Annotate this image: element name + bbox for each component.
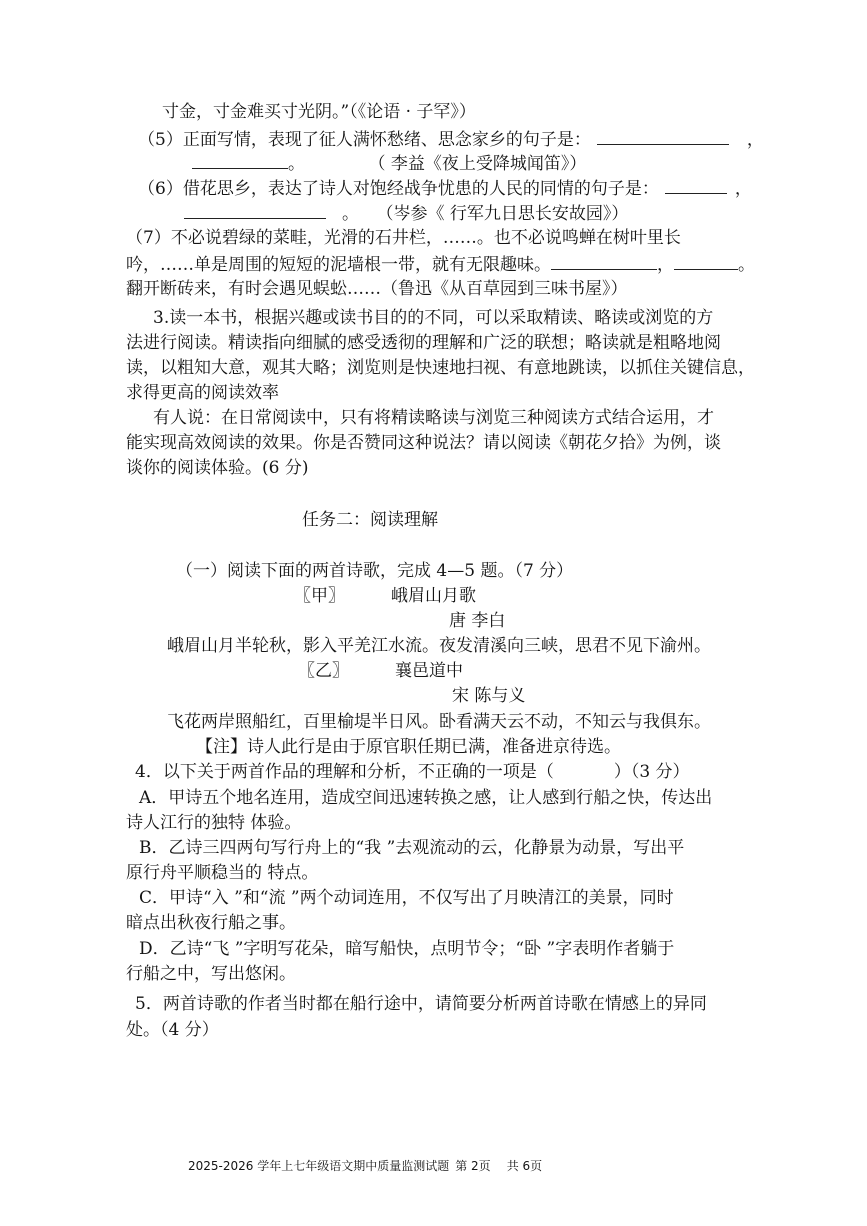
option-b-cont: 原行舟平顺稳当的 特点。 — [126, 863, 319, 883]
poem-text: 峨眉山月半轮秋，影入平羌江水流。夜发清溪向三峡，思君不见下渝州。 — [167, 636, 711, 656]
poem-1-heading — [294, 584, 476, 608]
section-heading: 任务二：阅读理解 — [302, 510, 438, 530]
option-d: D．乙诗“飞 ”字明写花朵，暗写船快，点明节令；“卧 ”字表明作者躺于 — [139, 939, 675, 959]
question-5-stem: 5．两首诗歌的作者当时都在船行途中，请简要分析两首诗歌在情感上的异同 — [135, 994, 707, 1014]
question-5-line-2 — [192, 151, 586, 176]
page-total: 共 6页 — [506, 1159, 543, 1173]
answer-blank[interactable] — [184, 201, 326, 219]
question-3-line: 法进行阅读。精读指向细腻的感受透彻的理解和广泛的联想；略读就是粗略地阅 — [126, 333, 721, 353]
poem-tag: 〖甲〗 — [294, 586, 345, 606]
answer-blank[interactable] — [192, 151, 288, 169]
answer-blank[interactable] — [674, 252, 738, 270]
question-7-text: 吟，……单是周围的短短的泥墙根一带，就有无限趣味。 — [126, 255, 551, 275]
poem-note: 【注】诗人此行是由于原官职任期已满，准备进京待选。 — [196, 737, 621, 757]
question-3-line: 有人说：在日常阅读中，只有将精读略读与浏览三种阅读方式结合运用，才 — [153, 408, 714, 428]
reading-instructions: （一）阅读下面的两首诗歌，完成 4—5 题。（7 分） — [176, 561, 574, 581]
question-3-line: 3.读一本书，根据兴趣或读书目的的不同，可以采取精读、略读或浏览的方 — [153, 308, 714, 328]
poem-title: 峨眉山月歌 — [391, 586, 476, 606]
question-4-text: 4．以下关于两首作品的理解和分析，不正确的一项是（ — [135, 762, 554, 782]
option-c-cont: 暗点出秋夜行船之事。 — [126, 913, 296, 933]
question-5-text: （5）正面写情，表现了征人满怀愁绪、思念家乡的句子是： — [138, 130, 591, 150]
question-6-text: （6）借花思乡，表达了诗人对饱经战争忧患的人民的同情的句子是： — [138, 179, 659, 199]
question-7-line-3: 翻开断砖来，有时会遇见蜈蚣……（鲁迅《从百草园到三味书屋》） — [126, 279, 628, 299]
question-7-line: （7）不必说碧绿的菜畦，光滑的石井栏，……。也不必说鸣蝉在树叶里长 — [126, 228, 681, 248]
source-citation: （ 李益《夜上受降城闻笛》） — [377, 154, 587, 174]
question-4-score: ）（3 分） — [613, 762, 690, 782]
page-number: 第 2页 — [455, 1159, 491, 1173]
poem-title: 襄邑道中 — [395, 661, 463, 681]
option-d-cont: 行船之中，写出悠闲。 — [126, 964, 296, 984]
poem-2-heading — [298, 659, 463, 683]
answer-blank[interactable] — [665, 176, 727, 194]
answer-blank[interactable] — [551, 252, 657, 270]
source-citation: （岑参《 行军九日思长安故园》） — [385, 204, 629, 224]
option-c: C．甲诗“入 ”和“流 ”两个动词连用，不仅写出了月映清江的美景，同时 — [139, 888, 674, 908]
question-6-line — [138, 176, 752, 201]
page-footer — [188, 1157, 542, 1174]
option-a: A．甲诗五个地名连用，造成空间迅速转换之感，让人感到行船之快，传达出 — [139, 788, 713, 808]
poem-author: 宋 陈与义 — [452, 686, 526, 706]
punct: ， — [734, 179, 752, 199]
punct: 。 — [342, 204, 359, 224]
poem-text: 飞花两岸照船红，百里榆堤半日风。卧看满天云不动，不知云与我俱东。 — [167, 712, 711, 732]
question-5-stem-cont: 处。（4 分） — [126, 1020, 219, 1040]
answer-blank[interactable] — [597, 127, 729, 145]
question-3-line: 求得更高的阅读效率 — [126, 383, 279, 403]
question-3-line: 能实现高效阅读的效果。你是否赞同这种说法？请以阅读《朝花夕拾》为例，谈 — [126, 433, 721, 453]
poem-tag: 〖乙〗 — [298, 661, 349, 681]
question-6-line-2 — [184, 201, 628, 226]
punct: ， — [746, 130, 764, 150]
option-a-cont: 诗人江行的独特 体验。 — [126, 813, 302, 833]
footer-title: 2025-2026 学年上七年级语文期中质量监测试题 — [188, 1159, 450, 1173]
punct: ， — [657, 255, 674, 275]
question-5-line — [138, 127, 764, 152]
quote-line: 寸金，寸金难买寸光阴。”（《论语 · 子罕》） — [162, 102, 476, 122]
poem-author: 唐 李白 — [449, 611, 506, 631]
question-7-line-2 — [126, 252, 755, 277]
punct: 。 — [288, 154, 305, 174]
question-3-line: 谈你的阅读体验。(6 分) — [126, 458, 309, 478]
option-b: B．乙诗三四两句写行舟上的“我 ”去观流动的云，化静景为动景，写出平 — [139, 838, 685, 858]
question-4-stem — [135, 760, 690, 784]
punct: 。 — [738, 255, 755, 275]
question-3-line: 读，以粗知大意，观其大略；浏览则是快速地扫视、有意地跳读，以抓住关键信息， — [126, 358, 755, 378]
